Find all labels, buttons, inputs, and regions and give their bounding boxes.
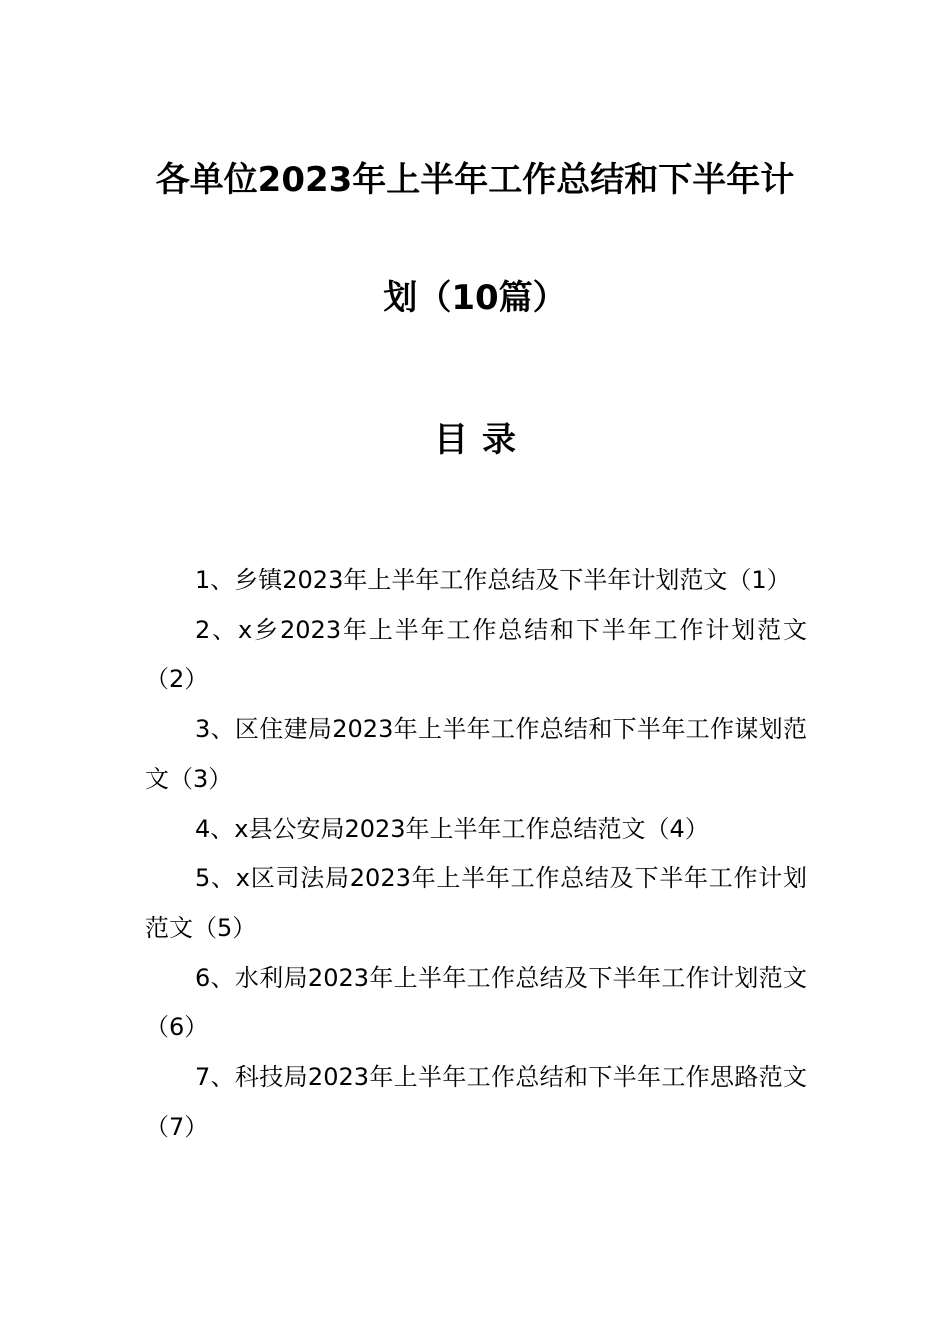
- document-title-line-1: 各单位2023年上半年工作总结和下半年计: [155, 160, 795, 200]
- document-title-line-2: 划（10篇）: [383, 278, 567, 318]
- table-of-contents: [145, 556, 807, 1152]
- toc-item-3[interactable]: 3、区住建局2023年上半年工作总结和下半年工作谋划范文（3）: [145, 715, 807, 793]
- toc-item-4[interactable]: 4、x县公安局2023年上半年工作总结范文（4）: [195, 814, 709, 843]
- toc-item-1[interactable]: 1、乡镇2023年上半年工作总结及下半年计划范文（1）: [195, 566, 791, 594]
- toc-heading: 目录: [434, 420, 530, 460]
- toc-item-5[interactable]: 5、x区司法局2023年上半年工作总结及下半年工作计划范文（5）: [145, 864, 807, 942]
- toc-item-7[interactable]: 7、科技局2023年上半年工作总结和下半年工作思路范文（7）: [145, 1063, 807, 1141]
- toc-item-2[interactable]: 2、x乡2023年上半年工作总结和下半年工作计划范文（2）: [145, 615, 807, 694]
- toc-item-6[interactable]: 6、水利局2023年上半年工作总结及下半年工作计划范文（6）: [145, 963, 807, 1042]
